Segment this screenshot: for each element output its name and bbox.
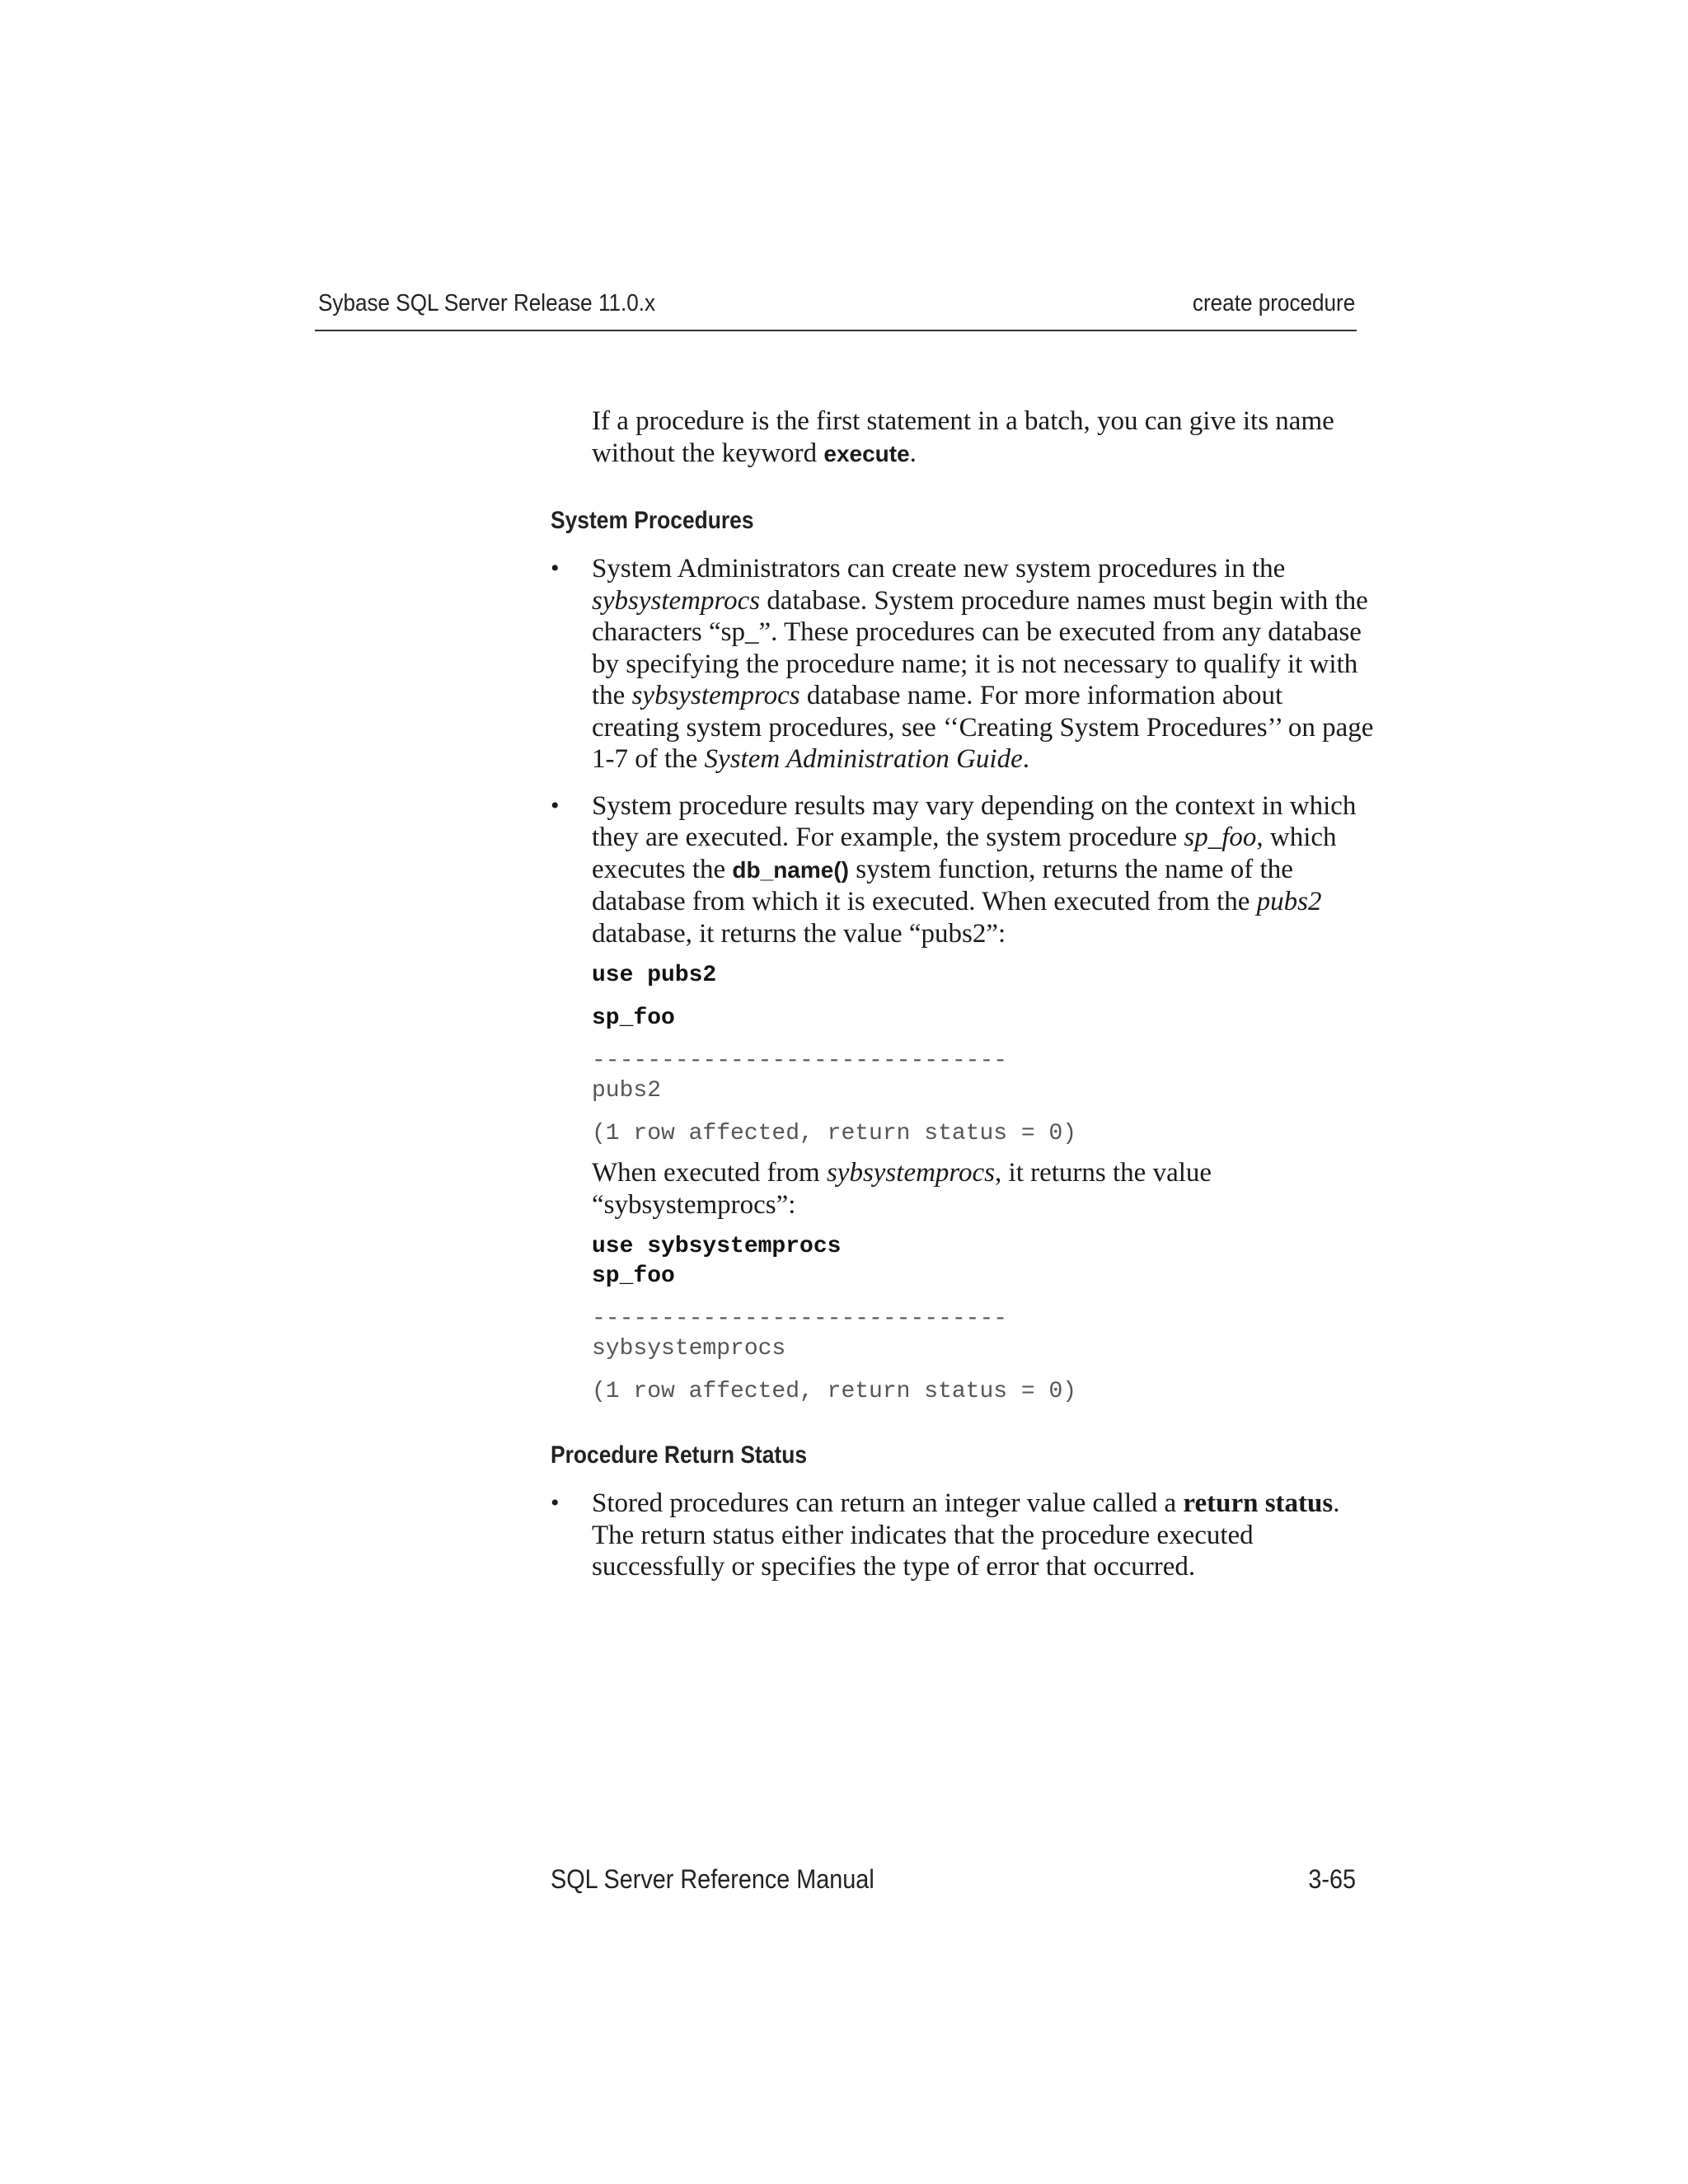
page-number: 3-65 [1308,1864,1356,1894]
page-body [551,405,1375,1583]
emphasis: sybsystemprocs [592,585,761,616]
mid-text: , it returns the value “sybsystemprocs”: [592,1158,1212,1220]
bullet-text: . The return status either indicates that the procedure executed successfully or specifies the type of error that occurred. [592,1488,1340,1582]
section-heading-return-status: Procedure Return Status [551,1441,808,1469]
code-line: sp_foo [592,1263,675,1289]
bullet-text: , which executes the [592,823,1337,884]
code-status: (1 row affected, return status = 0) [592,1379,1077,1404]
header-book-title: Sybase SQL Server Release 11.0.x [318,290,656,316]
footer-manual-title: SQL Server Reference Manual [551,1864,874,1894]
bullet-text: database name. For more information about creating system procedures, see ‘‘Creating System Procedures’’ on page 1-7 of the [592,681,1374,774]
intro-text: If a procedure is the first statement in a batch, you can give its name without the keyword [592,406,1334,468]
code-result: pubs2 [592,1078,662,1104]
section-heading-system-procedures: System Procedures [551,507,754,534]
bullet-text: database, it returns the value “pubs2”: [592,918,1006,949]
intro-paragraph [551,405,1375,470]
bullet-text: Stored procedures can return an integer value called a [592,1488,1184,1518]
execute-keyword: execute [823,440,910,466]
bullet-icon: • [551,555,560,582]
return-status-term: return status [1183,1488,1334,1518]
bullet-icon: • [551,791,560,819]
db-name-function: db_name() [732,856,849,883]
emphasis: sybsystemprocs [826,1158,996,1188]
bullet-text: System Administrators can create new system procedures in the [592,554,1286,583]
emphasis: sp_foo [1184,823,1257,852]
bullet-results-vary [551,790,1375,950]
header-section-title: create procedure [1192,290,1355,316]
bullet-system-admins [551,553,1375,776]
code-line: use pubs2 [592,963,717,988]
code-rule: ------------------------------ [592,1048,1008,1074]
mid-paragraph [551,1157,1375,1221]
code-example-pubs2 [551,961,1375,1149]
bullet-return-status [551,1488,1375,1583]
code-line: use sybsystemprocs [592,1234,842,1259]
code-rule: ------------------------------ [592,1306,1008,1332]
emphasis: sybsystemprocs [631,681,800,710]
bullet-icon: • [551,1489,560,1516]
code-result: sybsystemprocs [592,1336,786,1361]
guide-title: System Administration Guide [704,744,1023,774]
bullet-text: database. System procedure names must begin with the characters “sp_”. These procedures can be executed from any database by specifying the procedure name; it is not necessary to qualify it with the [592,585,1368,710]
bullet-text: System procedure results may vary depending on the context in which they are executed. For example, the system procedure [592,790,1357,852]
bullet-text: . [1022,744,1029,774]
code-status: (1 row affected, return status = 0) [592,1121,1077,1146]
intro-end: . [909,438,917,468]
running-header [315,287,1357,331]
code-example-sybsystemprocs [551,1232,1375,1407]
emphasis: pubs2 [1256,887,1322,916]
mid-text: When executed from [592,1158,827,1188]
bullet-text: system function, returns the name of the database from which it is executed. When executed from the [592,854,1293,916]
code-line: sp_foo [592,1005,675,1031]
